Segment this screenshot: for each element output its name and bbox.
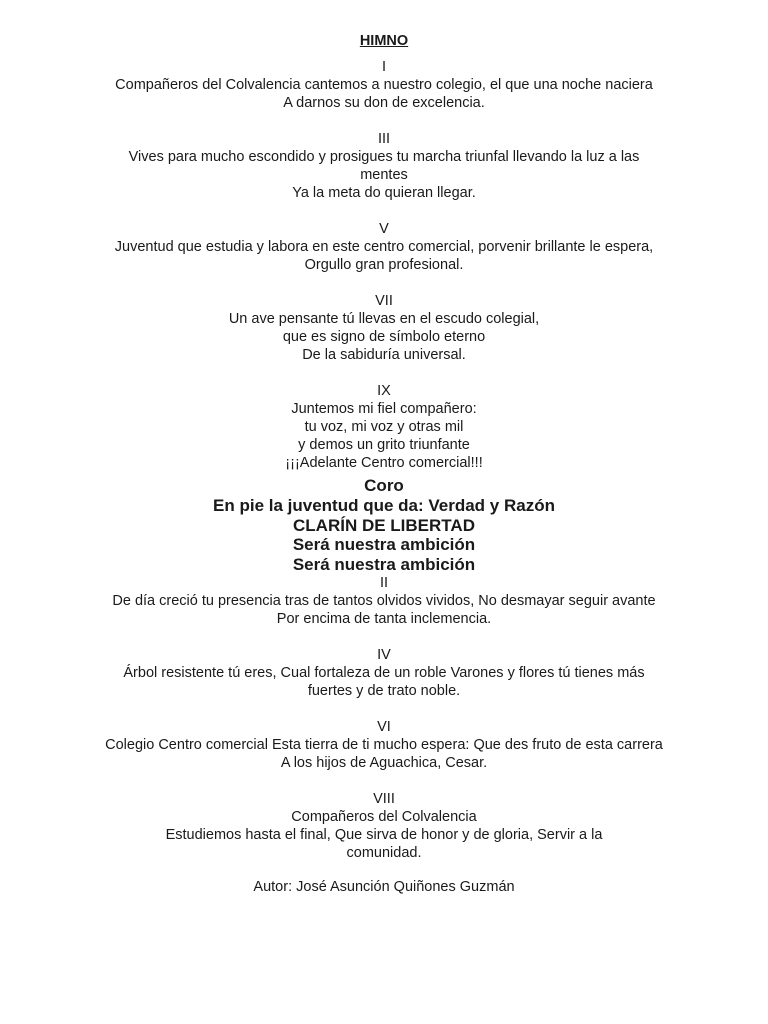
- stanza-ix: [0, 382, 768, 472]
- stanza-line: Un ave pensante tú llevas en el escudo colegial,: [228, 311, 540, 327]
- stanza-numeral: IX: [377, 383, 391, 399]
- stanza-numeral: VII: [375, 293, 393, 309]
- stanza-numeral: IV: [377, 647, 391, 663]
- stanza-line: Ya la meta do quieran llegar.: [292, 185, 476, 201]
- chorus-line: Será nuestra ambición: [292, 535, 476, 554]
- stanza-line: Vives para mucho escondido y prosigues tu marcha triunfal llevando la luz a las mentes: [128, 149, 640, 183]
- stanza-line: Compañeros del Colvalencia cantemos a nuestro colegio, el que una noche naciera: [115, 77, 653, 93]
- stanza-numeral: III: [377, 131, 391, 147]
- chorus-line: Será nuestra ambición: [292, 554, 476, 574]
- stanza-line: que es signo de símbolo eterno: [282, 329, 486, 345]
- stanza-line: Árbol resistente tú eres, Cual fortaleza de un roble Varones y flores tú tienes más fuertes y de trato noble.: [123, 665, 645, 699]
- stanza-line: De día creció tu presencia tras de tantos olvidos vividos, No desmayar seguir avante: [112, 593, 656, 609]
- stanza-numeral: II: [379, 575, 389, 591]
- stanza-line: A los hijos de Aguachica, Cesar.: [280, 755, 488, 771]
- stanza-numeral: VI: [377, 719, 391, 735]
- stanza-ii: [0, 574, 768, 628]
- chorus-title: Coro: [364, 476, 404, 495]
- stanza-line: Juntemos mi fiel compañero:: [291, 401, 477, 417]
- chorus: [0, 476, 768, 574]
- chorus-line: En pie la juventud que da: Verdad y Razón: [213, 496, 555, 515]
- stanza-numeral: V: [379, 221, 389, 237]
- stanza-i: [0, 58, 768, 112]
- document-title: HIMNO: [359, 33, 409, 49]
- stanza-line: y demos un grito triunfante: [298, 437, 470, 453]
- stanza-iv: [0, 646, 768, 700]
- stanza-line: Colegio Centro comercial Esta tierra de ti mucho espera: Que des fruto de esta carrera: [105, 737, 663, 753]
- stanza-vi: [0, 718, 768, 772]
- stanza-line: De la sabiduría universal.: [302, 347, 466, 363]
- stanza-iii: [0, 130, 768, 202]
- stanza-line: ¡¡¡Adelante Centro comercial!!!: [285, 455, 483, 471]
- stanza-numeral: I: [381, 59, 387, 75]
- stanza-line: Estudiemos hasta el final, Que sirva de honor y de gloria, Servir a la comunidad.: [165, 827, 603, 861]
- stanza-vii: [0, 292, 768, 364]
- stanza-line: Compañeros del Colvalencia: [291, 809, 477, 825]
- stanza-v: [0, 220, 768, 274]
- stanza-line: Juventud que estudia y labora en este centro comercial, porvenir brillante le espera, Orgullo gran profesional.: [114, 239, 654, 273]
- stanza-line: A darnos su don de excelencia.: [283, 95, 485, 111]
- stanza-line: Por encima de tanta inclemencia.: [276, 611, 492, 627]
- chorus-line: CLARÍN DE LIBERTAD: [293, 515, 475, 535]
- stanza-numeral: VIII: [373, 791, 395, 807]
- stanza-viii: [0, 790, 768, 862]
- author-credit: Autor: José Asunción Quiñones Guzmán: [253, 879, 515, 895]
- stanza-line: tu voz, mi voz y otras mil: [304, 419, 464, 435]
